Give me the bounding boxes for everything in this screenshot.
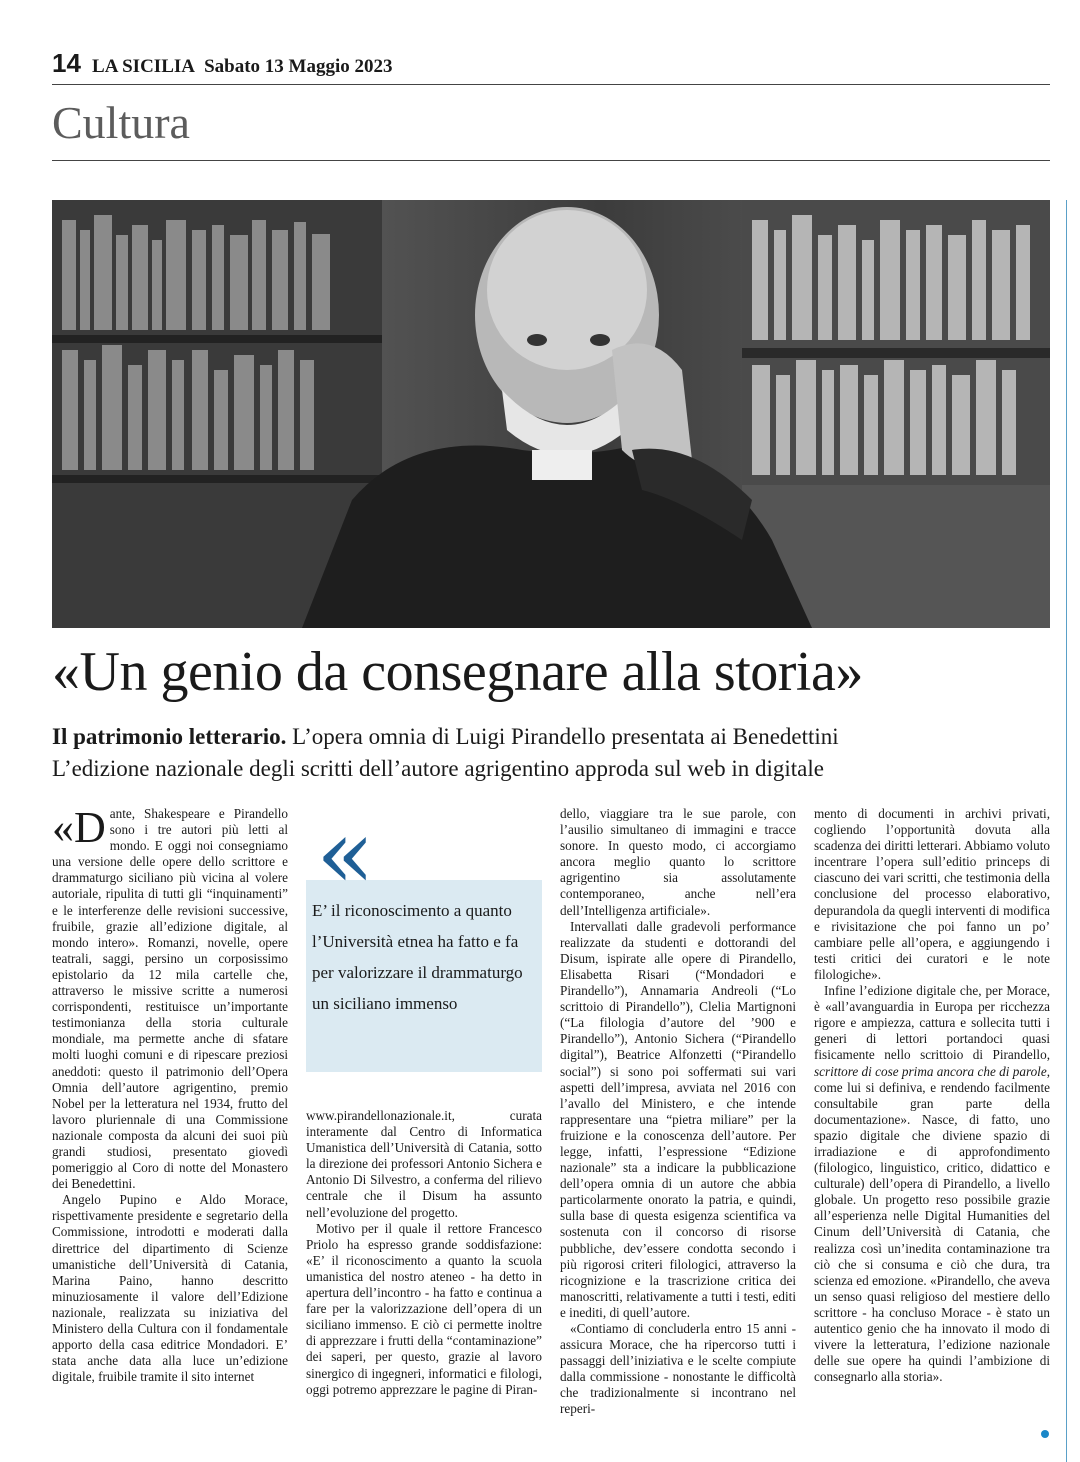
subheadline-line-1 — [52, 722, 1050, 752]
col2-paragraph-1: www.pirandellonazionale.it, curata interamente dal Centro di Informatica Umanistica dell’Università di Catania, sotto la direzione dei professori Antonio Sichera e Antonio Di Silvestro, a conferma del rilievo centrale che il Disum ha assunto nell’evoluzione del progetto. — [306, 1108, 542, 1220]
masthead: LA SICILIA — [92, 56, 195, 77]
col4-paragraph-1: mento di documenti in archivi privati, cogliendo l’opportunità dovuta alla scadenza dei diritti letterari. Abbiamo voluto incentrare l’opera sull’editio princeps di ciascuno dei vari scritti, che testimonia della conclusione del processo elaborativo, depurandola da quegli interventi di modifica e rivisitazione che poi fanno un po’ cambiare pelle all’opera, e aggiungendo i testi critici dei curatori e le note filologiche». — [814, 806, 1050, 982]
col4-paragraph-2-italic: scrittore di cose prima ancora che di parole — [814, 1063, 1047, 1079]
article-column-4 — [814, 806, 1050, 1385]
col4-paragraph-2-a: Infine l’edizione digitale che, per Morace, è «all’avanguardia in Europa per ricchezza rigore e ampiezza, cattura e sollecita tutti i generi di lettori portandoci quasi fisicamente nello scrittoio di Pirandello, — [814, 983, 1050, 1063]
dropcap: «D — [52, 803, 106, 852]
issue-date: Sabato 13 Maggio 2023 — [204, 56, 393, 77]
pirandello-portrait-photo — [52, 200, 1050, 628]
col1-paragraph-2: Angelo Pupino e Aldo Morace, rispettivamente presidente e segretario della Commissione, introdotti e moderati dalla direttrice del dipartimento di Scienze umanistiche dell’Università di Catania, Marina Paino, hanno descritto minuziosamente il valore dell’Edizione nazionale, realizzata su iniziativa del Ministero della Cultura con il fondamentale apporto della casa editrice Mondadori. E’ stata anche data alla luce un’edizione digitale, fruibile tramite il sito internet — [52, 1192, 288, 1385]
portrait-illustration — [52, 200, 1050, 628]
headline: «Un genio da consegnare alla storia» — [52, 641, 863, 703]
col4-paragraph-2 — [814, 983, 1050, 1385]
section-title: Cultura — [52, 97, 190, 148]
quote-mark-icon: « — [316, 798, 375, 910]
article-column-1 — [52, 803, 288, 1385]
subheadline-line-2: L’edizione nazionale degli scritti dell’autore agrigentino approda sul web in digitale — [52, 756, 824, 781]
pull-quote-text: E’ il riconoscimento a quanto l’Università etnea ha fatto e fa per valorizzare il drammaturgo un siciliano immenso — [312, 901, 523, 1013]
article-column-3 — [560, 806, 796, 1418]
col1-paragraph-1: ante, Shakespeare e Pirandello sono i tre autori più letti al mondo. E oggi noi consegniamo una versione delle opere dello scrittore e drammaturgo siciliano più vicina al volere autoriale, ripulita di tutti gli “inquinamenti” e le interferenze delle revisioni successive, fruibile, grazie all’edizione digitale, al mondo intero». Romanzi, novelle, opere teatrali, saggi, persino un corposissimo epistolario da 12 mila cartelle che, attraverso le missive scritte a numerosi corrispondenti, restituisce un’importante testimonianza della storia culturale mondiale, ma permette anche di sfatare molti luoghi comuni e di ripescare preziosi aneddoti: questo il patrimonio dell’Opera Omnia dell’autore agrigentino, premio Nobel per la letteratura nel 1934, frutto del lavoro pluriennale di una Commissione nazionale composta da alcuni dei suoi più grandi studiosi, presentato giovedì pomeriggio al Coro di notte del Monastero dei Benedettini. — [52, 806, 288, 1192]
col2-paragraph-2: Motivo per il quale il rettore Francesco Priolo ha espresso grande soddisfazione: «E’ il riconoscimento a quanto la scuola umanistica del nostro ateneo - ha detto in apertura dell’incontro - ha fatto e continua a fare per la valorizzazione dell’opera di un siciliano immenso. E ciò ci permette inoltre di apprezzare i frutti della “contaminazione” dei saperi, per questo, grazie al lavoro sinergico di ingegneri, informatici e filologi, oggi potremo apprezzare le pagine di Piran- — [306, 1220, 542, 1397]
header-rule — [52, 84, 1050, 85]
article-column-2 — [306, 1108, 542, 1398]
adjacent-article-edge — [1066, 200, 1080, 1462]
subheadline-text: L’opera omnia di Luigi Pirandello presentata ai Benedettini — [286, 724, 839, 749]
col3-paragraph-1: dello, viaggiare tra le sue parole, con l’ausilio simultaneo di immagini e tracce sonore. In questo modo, ci accorgiamo ancora meglio quanto lo scrittore agrigentino sia assolutamente contemporaneo, anche nell’era dell’Intelligenza artificiale». — [560, 806, 796, 918]
page-header — [52, 48, 393, 79]
end-of-article-dot-icon — [1041, 1430, 1049, 1438]
col4-paragraph-2-b: , come lui si definiva, e rendendo facilmente consultabile gran parte della documentazione». Nasce, di fatto, uno spazio digitale che diviene spazio di irradiazione e di approfondimento (filologico, linguistico, critico, didattico e culturale) dell’opera di Pirandello, a livello globale. Un progetto reso possibile grazie all’esperienza nelle Digital Humanities del Cinum dell’Università di Catania, che realizza così un’inedita contaminazione tra ciò che si consuma e ciò che dura, tra scienza ed emozione. «Pirandello, che aveva un senso quasi religioso del mestiere dello scrittore - ha concluso Morace - è stato un autentico genio che ha innovato il modo di vivere la letteratura, l’edizione nazionale delle sue opere ha quindi l’ambizione di consegnarlo alla storia». — [814, 1063, 1050, 1385]
col3-paragraph-3: «Contiamo di concluderla entro 15 anni - assicura Morace, che ha ripercorso tutti i passaggi dell’iniziativa e le scelte compiute dalla commissione - nonostante le difficoltà che tradizionalmente si incontrano nel reperi- — [560, 1321, 796, 1417]
page-number: 14 — [52, 48, 81, 78]
subheadline-lead: Il patrimonio letterario. — [52, 724, 287, 749]
col3-paragraph-2: Intervallati dalle gradevoli performance realizzate da studenti e dottorandi del Disum, ispirate alle opere di Pirandello, Elisabetta Risari (“Mondadori e Pirandello”), Annamaria Andreoli (“Lo scrittoio di Pirandello”), Clelia Martignoni (“La filologia d’autore del ’900 e Pirandello”), Antonio Sichera (“Pirandello digital”), Beatrice Alfonzetti (“Pirandello social”) si sono poi soffermati sui vari aspetti dell’impresa, avviata nel 2016 con l’avallo del Ministero, e che intende rappresentare una “pietra miliare” per la fruizione e la conoscenza dell’autore. Per legge, infatti, l’espressione “Edizione nazionale” sta a indicare la pubblicazione dell’opera omnia di un autore che abbia particolarmente onorato la patria, e quindi, sulla base di questa esigenza scientifica va sostenuta con il concorso di risorse pubbliche, dev’essere condotta secondo i più rigorosi criteri filologici, attraverso la ricognizione e la trascrizione critica dei manoscritti, relativamente a tutti i testi, editi e inediti, di quell’autore. — [560, 918, 796, 1320]
section-rule — [52, 160, 1050, 161]
